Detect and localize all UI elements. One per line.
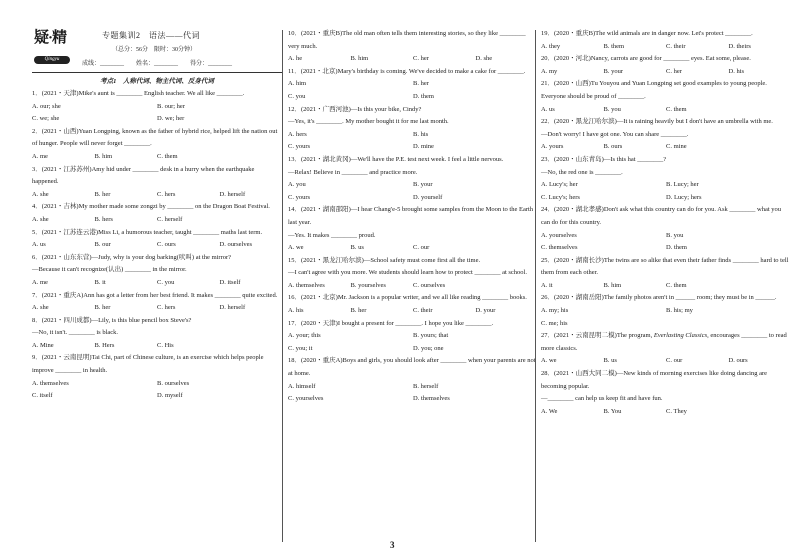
answer-option: C. their bbox=[413, 307, 433, 315]
answer-options bbox=[541, 305, 791, 330]
answer-option: B. yours; that bbox=[413, 332, 449, 340]
answer-option bbox=[476, 280, 539, 293]
answer-options bbox=[288, 242, 538, 255]
answer-option: A. he bbox=[288, 55, 303, 63]
answer-options bbox=[541, 179, 791, 204]
answer-option: D. herself bbox=[219, 304, 246, 312]
question-item bbox=[288, 318, 538, 356]
answer-option: A. hers bbox=[288, 130, 307, 138]
answer-option bbox=[220, 214, 283, 227]
answer-options bbox=[541, 104, 791, 117]
answer-option: B. ours bbox=[603, 143, 623, 151]
answer-option: B. our; her bbox=[157, 102, 185, 110]
answer-options bbox=[541, 355, 791, 368]
answer-option: A. yourselves bbox=[541, 231, 577, 239]
answer-option: C. His bbox=[157, 341, 174, 349]
answer-option: B. Hers bbox=[94, 341, 115, 349]
answer-option: B. us bbox=[603, 357, 617, 365]
answer-option: C. their bbox=[666, 42, 686, 50]
answer-option: C. you bbox=[288, 92, 306, 100]
question-stem: 19．(2020・重庆B)The wild animals are in danger now. Let's protect ________. bbox=[541, 30, 753, 37]
answer-options bbox=[288, 330, 538, 355]
question-stem: —No, it isn't. ________ is black. bbox=[32, 329, 119, 337]
answer-option: B. him bbox=[94, 152, 113, 160]
student-info-fields: 成线：________ 姓名：________ 得分：________ bbox=[82, 61, 233, 67]
question-stem: 10．(2021・重庆B)The old man often tells them interesting stories, so they like ________ very much. bbox=[288, 30, 526, 50]
answer-option: A. she bbox=[32, 190, 49, 198]
question-stem: 14．(2021・湖南邵阳)—I hear Chang'e-5 brought some samples from the Moon to the Earth last year. bbox=[288, 206, 534, 226]
answer-option: A. Mine bbox=[32, 341, 54, 349]
answer-option: C. hers bbox=[157, 304, 176, 312]
question-stem: 17．(2020・天津)I bought a present for ________. I hope you like ________. bbox=[288, 319, 494, 327]
answer-option bbox=[729, 280, 792, 293]
answer-option: A. my bbox=[541, 67, 558, 75]
question-stem: —Yes, it's ________. My mother bought it for me last month. bbox=[288, 118, 449, 126]
question-stem: 20．(2020・河北)Nancy, carrots are good for ________ eyes. Eat some, please. bbox=[541, 55, 751, 63]
answer-option: A. me bbox=[32, 152, 48, 160]
question-item bbox=[541, 255, 791, 293]
question-stem: 2．(2021・山西)Yuan Longping, known as the father of hybrid rice, helped lift the nation out of hunger. People will never forget ________. bbox=[32, 127, 278, 148]
logo-mark: 疑·精 bbox=[34, 30, 67, 46]
question-stem: 16．(2021・北京)Mr. Jackson is a popular writer, and we all like reading ________ books. bbox=[288, 294, 527, 302]
answer-options bbox=[541, 141, 791, 154]
question-stem: —Relax! Believe in ________ and practice more. bbox=[288, 168, 418, 176]
answer-option: C. yours bbox=[288, 193, 311, 201]
question-item bbox=[32, 252, 282, 290]
question-item bbox=[541, 78, 791, 116]
question-stem: 7．(2021・重庆A)Ann has got a letter from her best friend. It makes ________ quite excited. bbox=[32, 291, 278, 299]
question-stem: 8．(2021・四川成都)—Lily, is this blue pencil box Steve's? bbox=[32, 316, 192, 324]
question-stem: 25．(2020・湖南长沙)The twins are so alike that even their father finds ________ hard to tell them from each other. bbox=[541, 256, 789, 277]
worksheet-header bbox=[32, 28, 282, 88]
answer-options bbox=[541, 406, 791, 419]
answer-option: A. you bbox=[288, 181, 306, 189]
answer-option: D. Lucy; hers bbox=[666, 193, 702, 201]
answer-option: C. yours bbox=[288, 143, 311, 151]
question-item bbox=[541, 330, 791, 368]
answer-option: D. she bbox=[475, 55, 493, 63]
question-stem: —I can't agree with you more. We students should learn how to protect ________ at school. bbox=[288, 269, 527, 277]
answer-option bbox=[220, 151, 283, 164]
answer-option: D. you; one bbox=[413, 344, 444, 352]
answer-options bbox=[32, 239, 282, 252]
question-item bbox=[288, 292, 538, 317]
question-item bbox=[541, 116, 791, 154]
question-item bbox=[288, 104, 538, 154]
column-divider bbox=[535, 30, 536, 542]
answer-option: D. mine bbox=[413, 143, 434, 151]
column-middle bbox=[288, 28, 538, 406]
answer-options bbox=[541, 66, 791, 79]
worksheet-title: 专题集训2 语法——代词 bbox=[102, 31, 200, 40]
question-stem: 21．(2020・山西)Tu Youyou and Yuan Longping set good examples to young people. Everyone should be proud of ________. bbox=[541, 80, 767, 100]
answer-option: B. ourselves bbox=[157, 379, 190, 387]
question-stem: 28．(2021・山西大同二模)—New kinds of morning exercises like doing dancing are becoming popular. bbox=[541, 370, 768, 390]
answer-option: B. her bbox=[94, 304, 111, 312]
answer-option: C. our bbox=[666, 357, 683, 365]
answer-option: C. them bbox=[157, 152, 178, 160]
answer-option: B. your bbox=[603, 67, 623, 75]
question-stem: —No, the red one is ________. bbox=[541, 168, 623, 176]
column-divider bbox=[282, 30, 283, 542]
question-stem: —Because it can't recognize(认出) ________ in the mirror. bbox=[32, 266, 187, 274]
question-item bbox=[288, 154, 538, 204]
question-stem: 6．(2021・山东东营)—Judy, why is your dog barking(吠叫) at the mirror? bbox=[32, 253, 232, 261]
answer-option: B. herself bbox=[413, 382, 439, 390]
program-title: Everlasting Classics bbox=[653, 332, 708, 340]
answer-options bbox=[288, 53, 538, 66]
question-stem: 3．(2021・江苏苏州)Amy hid under ________ desk in a hurry when the earthquake happened. bbox=[32, 165, 255, 186]
answer-option: C. our bbox=[413, 244, 430, 252]
answer-option: A. his bbox=[288, 307, 304, 315]
answer-options bbox=[541, 230, 791, 255]
question-stem: 23．(2020・山东青岛)—Is this hat ________? bbox=[541, 155, 667, 163]
answer-options bbox=[32, 151, 282, 164]
answer-options bbox=[288, 305, 538, 318]
answer-options bbox=[288, 280, 538, 293]
answer-option: C. themselves bbox=[541, 244, 578, 252]
answer-option: B. Lucy; her bbox=[666, 181, 699, 189]
answer-option: A. me bbox=[32, 278, 48, 286]
answer-options bbox=[288, 179, 538, 204]
answer-option: A. she bbox=[32, 215, 49, 223]
question-item bbox=[32, 227, 282, 252]
answer-option: D. myself bbox=[157, 392, 183, 400]
question-item bbox=[288, 204, 538, 254]
answer-option: A. Lucy's; her bbox=[541, 181, 578, 189]
answer-options bbox=[32, 214, 282, 227]
answer-option: A. your; this bbox=[288, 332, 321, 340]
question-item bbox=[32, 201, 282, 226]
answer-option: D. your bbox=[475, 307, 496, 315]
question-stem: 13．(2021・湖北黄冈)—We'll have the P.E. test next week. I feel a little nervous. bbox=[288, 155, 504, 163]
question-item bbox=[541, 28, 791, 53]
answer-option: B. hers bbox=[94, 215, 113, 223]
question-stem: 27．(2021・云南昆明二模)The program, Everlasting Classics, encourages ________ to read more classics. bbox=[541, 332, 787, 352]
answer-option: C. herself bbox=[157, 215, 183, 223]
answer-option: C. her bbox=[666, 67, 682, 75]
question-stem: 22．(2020・黑龙江哈尔滨)—It is raining heavily but I don't have an umbrella with me. bbox=[541, 118, 773, 126]
answer-option: B. them bbox=[603, 42, 625, 50]
question-stem: 18．(2020・重庆A)Boys and girls, you should look after ________ when your parents are not at home. bbox=[288, 357, 536, 378]
question-item bbox=[32, 315, 282, 353]
answer-options bbox=[288, 381, 538, 406]
question-item bbox=[32, 126, 282, 164]
page-number: 3 bbox=[390, 540, 395, 550]
answer-option: B. you bbox=[666, 231, 684, 239]
answer-option: C. ours bbox=[157, 241, 176, 249]
question-item bbox=[288, 255, 538, 293]
answer-option: B. your bbox=[413, 181, 433, 189]
answer-option: B. him bbox=[350, 55, 369, 63]
answer-option: B. us bbox=[350, 244, 364, 252]
question-list-middle bbox=[288, 28, 538, 406]
question-stem: —Yes. It makes ________ proud. bbox=[288, 231, 376, 239]
answer-option: C. them bbox=[666, 105, 687, 113]
answer-options bbox=[288, 129, 538, 154]
question-list-right bbox=[541, 28, 791, 418]
answer-option: B. her bbox=[94, 190, 111, 198]
answer-option: D. yourself bbox=[413, 193, 443, 201]
answer-option: D. herself bbox=[219, 190, 246, 198]
answer-option bbox=[476, 242, 539, 255]
answer-options bbox=[32, 277, 282, 290]
answer-option: A. us bbox=[32, 241, 46, 249]
answer-option: A. we bbox=[288, 244, 304, 252]
column-left bbox=[32, 28, 282, 403]
answer-option: C. her bbox=[413, 55, 429, 63]
question-item bbox=[288, 355, 538, 405]
answer-option: B. her bbox=[413, 80, 429, 88]
publisher-logo bbox=[32, 28, 74, 68]
score-time-info: （总分：56分 限时：30分钟） bbox=[112, 47, 197, 53]
question-item bbox=[32, 164, 282, 202]
answer-option: C. hers bbox=[157, 190, 176, 198]
answer-option: C. itself bbox=[32, 392, 53, 400]
question-stem: 26．(2020・湖南岳阳)The family photos aren't in ______ room; they must be in ______. bbox=[541, 294, 777, 302]
answer-option: D. ourselves bbox=[219, 241, 252, 249]
answer-option: D. itself bbox=[219, 278, 241, 286]
answer-option: A. him bbox=[288, 80, 307, 88]
question-stem: 9．(2021・云南昆明)Tai Chi, part of Chinese culture, is an exercise which helps people improve ________ in health. bbox=[32, 354, 264, 375]
answer-option: C. we; she bbox=[32, 115, 60, 123]
answer-option: C. them bbox=[666, 281, 687, 289]
question-stem: 5．(2021・江苏连云港)Miss Li, a humorous teacher, taught ________ maths last term. bbox=[32, 228, 263, 236]
answer-options bbox=[32, 340, 282, 353]
answer-option: D. them bbox=[413, 92, 434, 100]
question-stem: —Don't worry! I have got one. You can share ________. bbox=[541, 130, 689, 138]
answer-option: D. ours bbox=[728, 357, 748, 365]
answer-option bbox=[729, 141, 792, 154]
answer-option: B. him bbox=[603, 281, 622, 289]
answer-option: A. we bbox=[541, 357, 557, 365]
question-stem: 12．(2021・广西河池)—Is this your bike, Cindy? bbox=[288, 105, 422, 113]
answer-option: A. they bbox=[541, 42, 561, 50]
answer-option: B. yourselves bbox=[350, 281, 386, 289]
question-item bbox=[288, 28, 538, 66]
answer-option: A. We bbox=[541, 407, 558, 415]
question-stem: 1．(2021・天津)Mike's aunt is ________ English teacher. We all like ________. bbox=[32, 90, 245, 97]
answer-option bbox=[666, 318, 791, 331]
question-item bbox=[541, 204, 791, 254]
answer-option: D. themselves bbox=[413, 395, 450, 403]
answer-option: C. you bbox=[157, 278, 175, 286]
answer-options bbox=[541, 280, 791, 293]
question-stem: —________ can help us keep fit and have fun. bbox=[541, 395, 663, 403]
question-stem: 11．(2021・北京)Mary's birthday is coming. We've decided to make a cake for ________. bbox=[288, 67, 526, 75]
answer-option: B. his bbox=[413, 130, 429, 138]
answer-options bbox=[541, 41, 791, 54]
answer-option: A. my; his bbox=[541, 307, 569, 315]
question-stem: 15．(2021・黑龙江哈尔滨)—School safety must come first all the time. bbox=[288, 256, 481, 264]
answer-option: C. mine bbox=[666, 143, 687, 151]
question-item bbox=[32, 290, 282, 315]
answer-option bbox=[220, 340, 283, 353]
answer-option: D. his bbox=[728, 67, 745, 75]
answer-option: D. them bbox=[666, 244, 687, 252]
answer-option: A. yours bbox=[541, 143, 564, 151]
question-stem: 24．(2020・湖北孝感)Don't ask what this country can do for you. Ask ________ what you can do for this country. bbox=[541, 206, 782, 226]
question-item bbox=[541, 292, 791, 330]
answer-options bbox=[288, 78, 538, 103]
answer-option: C. yourselves bbox=[288, 395, 324, 403]
answer-options bbox=[32, 189, 282, 202]
question-item bbox=[541, 154, 791, 204]
question-item bbox=[32, 352, 282, 402]
answer-option: B. you bbox=[603, 105, 621, 113]
question-item bbox=[288, 66, 538, 104]
answer-option: A. she bbox=[32, 304, 49, 312]
answer-option: A. himself bbox=[288, 382, 316, 390]
answer-option: A. themselves bbox=[32, 379, 69, 387]
header-divider bbox=[32, 72, 282, 73]
answer-option: D. theirs bbox=[728, 42, 751, 50]
question-stem: 4．(2021・吉林)My mother made some zongzi by ________ on the Dragon Boat Festival. bbox=[32, 203, 270, 211]
answer-option: D. we; her bbox=[157, 115, 185, 123]
answer-option bbox=[729, 406, 792, 419]
answer-option bbox=[729, 104, 792, 117]
question-item bbox=[32, 88, 282, 126]
question-item bbox=[541, 53, 791, 78]
question-list-left bbox=[32, 88, 282, 403]
answer-option: C. you; it bbox=[288, 344, 313, 352]
answer-option: A. it bbox=[541, 281, 553, 289]
section-heading: 考点1 人称代词、物主代词、反身代词 bbox=[100, 78, 214, 85]
answer-option: B. You bbox=[603, 407, 622, 415]
answer-options bbox=[32, 378, 282, 403]
answer-options bbox=[32, 101, 282, 126]
answer-options bbox=[32, 302, 282, 315]
column-right bbox=[541, 28, 791, 418]
answer-option: B. his; my bbox=[666, 307, 693, 315]
answer-option: C. They bbox=[666, 407, 687, 415]
answer-option: B. it bbox=[94, 278, 106, 286]
answer-option: A. our; she bbox=[32, 102, 61, 110]
answer-option: C. me; his bbox=[541, 319, 568, 327]
answer-option: B. her bbox=[350, 307, 367, 315]
answer-option: C. ourselves bbox=[413, 281, 446, 289]
answer-option: B. our bbox=[94, 241, 111, 249]
question-item bbox=[541, 368, 791, 418]
logo-sub: Qingyu bbox=[34, 56, 70, 64]
answer-option: C. Lucy's; hers bbox=[541, 193, 580, 201]
answer-option: A. us bbox=[541, 105, 555, 113]
answer-option: A. themselves bbox=[288, 281, 325, 289]
